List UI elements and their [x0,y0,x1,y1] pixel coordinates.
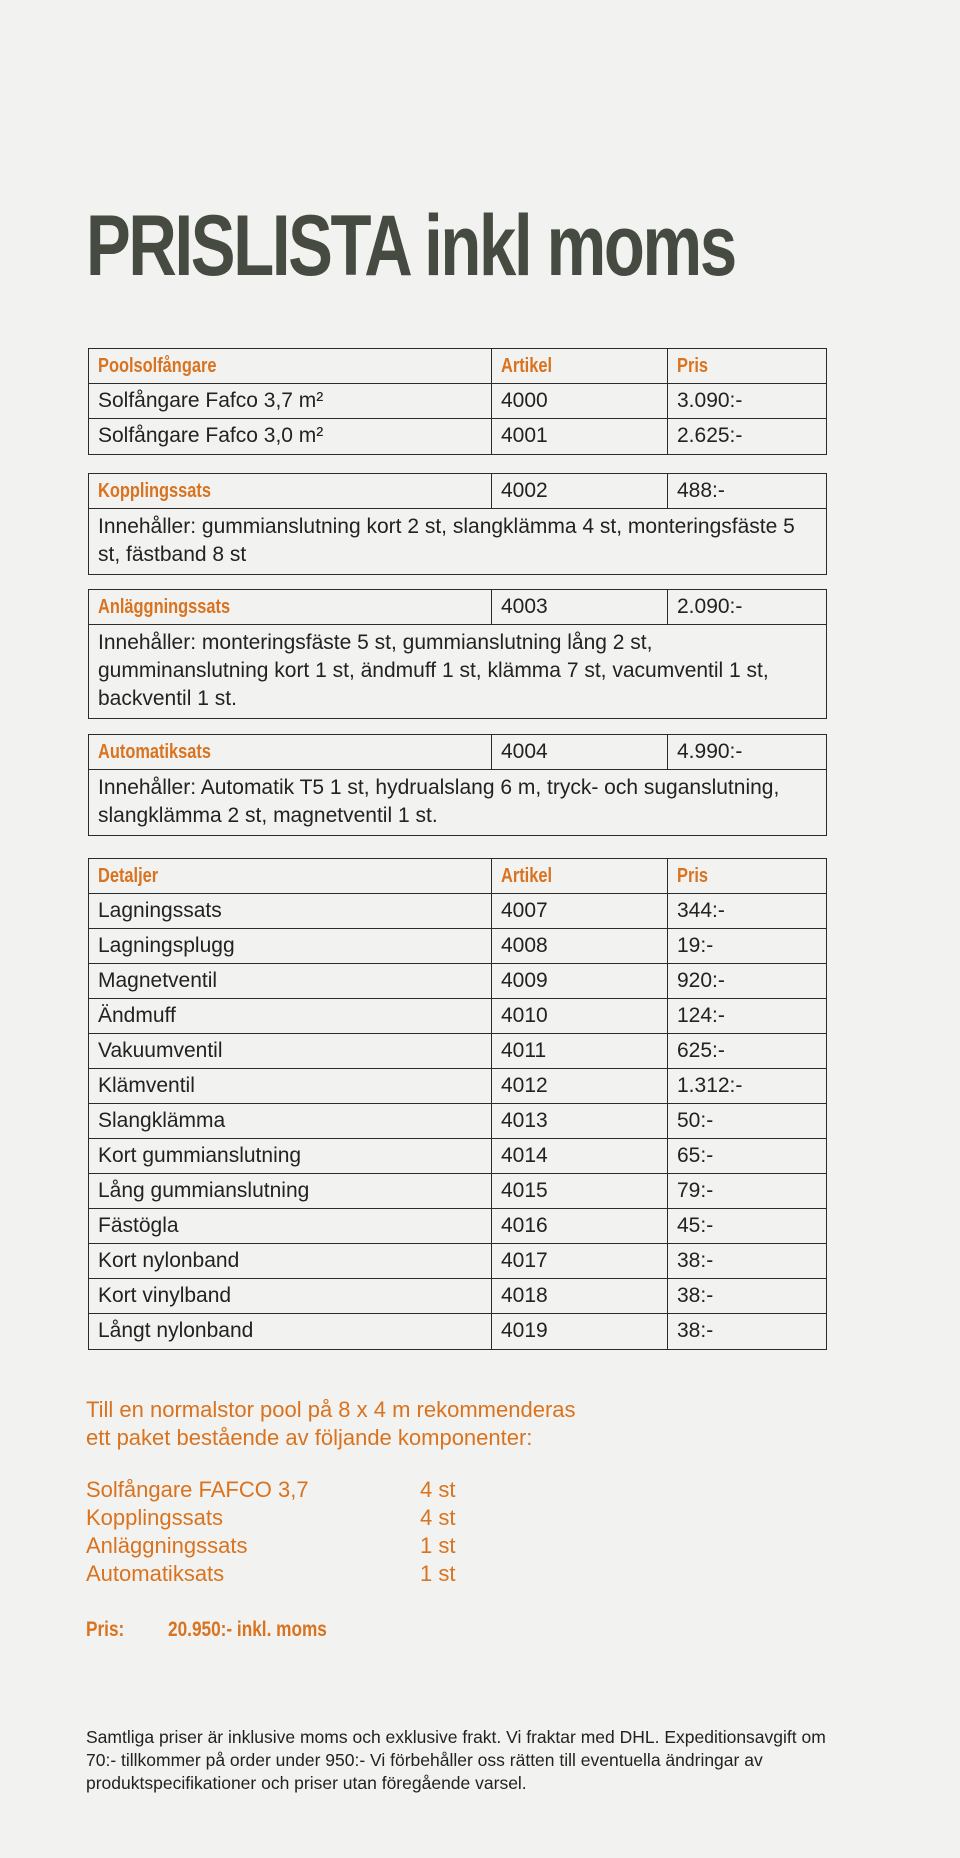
price: 2.625:- [677,424,743,447]
column-header-details: Detaljer [98,865,159,887]
table-row [89,1174,826,1209]
component-row [86,1532,455,1560]
table-header-row [89,859,826,894]
product-name: Fästögla [89,1209,492,1243]
article-number: 4010 [492,999,668,1033]
kit-header-row [89,474,826,509]
price: 2.090:- [677,595,743,618]
table-row [89,1069,826,1104]
product-name: Solfångare Fafco 3,0 m² [89,419,492,454]
product-name: Långt nylonband [89,1314,492,1349]
product-name: Kort vinylband [89,1279,492,1313]
kit-name: Kopplingssats [98,480,211,502]
table-row [89,999,826,1034]
column-header-article: Artikel [501,355,553,377]
price: 344:- [677,899,725,922]
package-price-value: 20.950:- inkl. moms [168,1618,327,1641]
kit-table-automatiksats [88,734,827,836]
price: 3.090:- [677,389,743,412]
article-number: 4002 [492,474,668,508]
component-name: Solfångare FAFCO 3,7 [86,1477,309,1502]
table-row [89,1314,826,1349]
product-name: Vakuumventil [89,1034,492,1068]
component-row [86,1504,455,1532]
price: 79:- [677,1179,714,1202]
article-number: 4014 [492,1139,668,1173]
product-name: Kort gummianslutning [89,1139,492,1173]
kit-contents: Innehåller: Automatik T5 1 st, hydrualslang 6 m, tryck- och suganslutning, slangklämma 2 st, magnetventil 1 st. [98,776,780,827]
article-number: 4018 [492,1279,668,1313]
product-name: Ändmuff [89,999,492,1033]
price: 488:- [677,479,725,502]
article-number: 4013 [492,1104,668,1138]
recommendation-line-2: ett paket bestående av följande komponenter: [86,1425,533,1450]
product-name: Klämventil [89,1069,492,1103]
article-number: 4009 [492,964,668,998]
component-name: Kopplingssats [86,1505,223,1530]
table-row [89,1104,826,1139]
price: 1.312:- [677,1074,743,1097]
kit-header-row [89,735,826,770]
component-name: Automatiksats [86,1561,225,1586]
product-name: Lagningssats [89,894,492,928]
kit-header-row [89,590,826,625]
kit-name: Anläggningssats [98,596,231,618]
price: 920:- [677,969,725,992]
article-number: 4007 [492,894,668,928]
price: 38:- [677,1284,714,1307]
article-number: 4019 [492,1314,668,1349]
article-number: 4017 [492,1244,668,1278]
recommended-components [86,1476,455,1588]
article-number: 4003 [492,590,668,624]
article-number: 4012 [492,1069,668,1103]
table-row [89,894,826,929]
table-row [89,1244,826,1279]
component-row [86,1476,455,1504]
table-header-row [89,349,826,384]
price: 38:- [677,1249,714,1272]
price: 625:- [677,1039,725,1062]
table-row [89,1139,826,1174]
package-price-label: Pris: [86,1618,125,1641]
component-qty: 1 st [420,1561,456,1586]
price: 38:- [677,1319,714,1342]
article-number: 4016 [492,1209,668,1243]
kit-name: Automatiksats [98,741,212,763]
component-qty: 4 st [420,1477,456,1502]
price: 65:- [677,1144,714,1167]
kit-contents: Innehåller: monteringsfäste 5 st, gummianslutning lång 2 st, gumminanslutning kort 1 st, ändmuff 1 st, klämma 7 st, vacumventil 1 st, backventil 1 st. [98,631,769,710]
table-row [89,384,826,419]
footer-disclaimer: Samtliga priser är inklusive moms och exklusive frakt. Vi fraktar med DHL. Expeditionsavgift om 70:- tillkommer på order under 950:- Vi förbehåller oss rätten till eventuella ändringar av produktspecifikationer och priser utan föregående varsel. [86,1727,826,1793]
article-number: 4015 [492,1174,668,1208]
product-name: Lagningsplugg [89,929,492,963]
product-name: Slangklämma [89,1104,492,1138]
column-header-article: Artikel [501,865,553,887]
article-number: 4008 [492,929,668,963]
price: 45:- [677,1214,714,1237]
table-row [89,929,826,964]
price: 50:- [677,1109,714,1132]
column-header-price: Pris [677,865,709,887]
price: 4.990:- [677,740,743,763]
price: 124:- [677,1004,725,1027]
table-row [89,1209,826,1244]
product-name: Solfångare Fafco 3,7 m² [89,384,492,418]
details-table [88,858,827,1350]
component-row [86,1560,455,1588]
product-name: Magnetventil [89,964,492,998]
kit-contents: Innehåller: gummianslutning kort 2 st, slangklämma 4 st, monteringsfäste 5 st, fästband 8 st [98,515,795,566]
article-number: 4000 [492,384,668,418]
column-header-product: Poolsolfångare [98,355,217,377]
price: 19:- [677,934,714,957]
kit-table-kopplingssats [88,473,827,575]
column-header-price: Pris [677,355,709,377]
component-name: Anläggningssats [86,1533,248,1558]
article-number: 4004 [492,735,668,769]
article-number: 4001 [492,419,668,454]
component-qty: 4 st [420,1505,456,1530]
product-name: Lång gummianslutning [89,1174,492,1208]
table-row [89,419,826,454]
pool-collectors-table [88,348,827,455]
table-row [89,964,826,999]
product-name: Kort nylonband [89,1244,492,1278]
table-row [89,1279,826,1314]
kit-table-anlaggningssats [88,589,827,719]
page-title: PRISLISTA inkl moms [86,198,735,294]
recommendation-line-1: Till en normalstor pool på 8 x 4 m rekommenderas [86,1397,576,1422]
article-number: 4011 [492,1034,668,1068]
package-price [86,1618,327,1642]
table-row [89,1034,826,1069]
component-qty: 1 st [420,1533,456,1558]
